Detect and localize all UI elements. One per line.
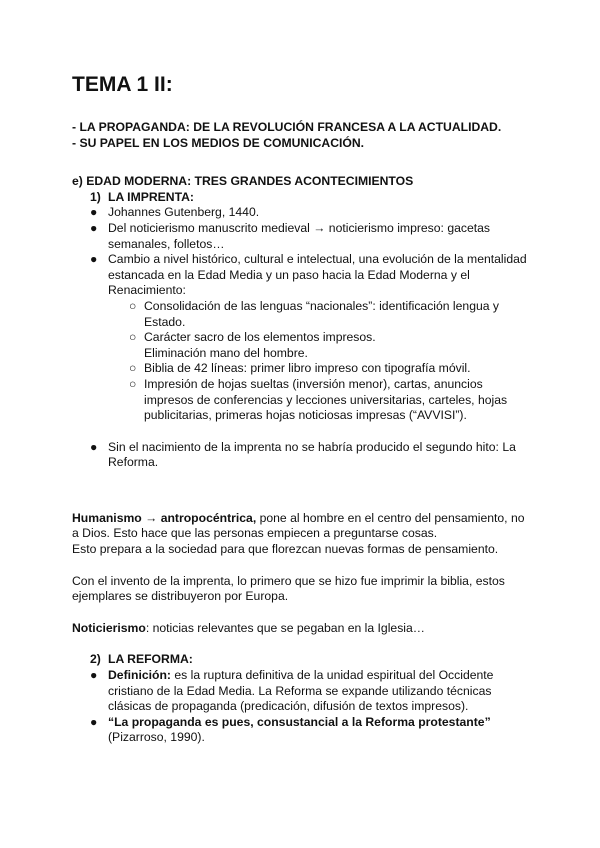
circle-bullet-icon: ○ bbox=[129, 330, 137, 345]
intro-line-1: - LA PROPAGANDA: DE LA REVOLUCIÓN FRANCESA A LA ACTUALIDAD. bbox=[72, 120, 502, 134]
circle-bullet-icon: ○ bbox=[129, 361, 137, 376]
noticierismo-paragraph: Noticierismo: noticias relevantes que se pegaban en la Iglesia… bbox=[72, 620, 425, 635]
sub-list-item: ○ Consolidación de las lenguas “nacionales”: identificación lengua y Estado. bbox=[129, 298, 500, 329]
list-item: ● Cambio a nivel histórico, cultural e intelectual, una evolución de la mentalidad estancada en la Edad Media y un paso hacia la Edad Moderna y el Renacimiento: bbox=[90, 252, 527, 298]
subsection-number: 1) bbox=[90, 189, 101, 204]
circle-bullet-icon: ○ bbox=[129, 376, 137, 391]
section-heading: e) EDAD MODERNA: TRES GRANDES ACONTECIMIENTOS bbox=[72, 174, 414, 189]
subsection-label: LA IMPRENTA: bbox=[108, 189, 194, 204]
definicion-term: Definición: bbox=[108, 668, 171, 683]
bullet-icon: ● bbox=[90, 252, 98, 267]
list-item: ● Sin el nacimiento de la imprenta no se habría producido el segundo hito: La Reforma. bbox=[90, 439, 516, 470]
list-item: ● Johannes Gutenberg, 1440. bbox=[90, 205, 260, 220]
page-title: TEMA 1 II: bbox=[72, 73, 173, 96]
bullet-icon: ● bbox=[90, 714, 98, 729]
sub-list-item: ○ Impresión de hojas sueltas (inversión menor), cartas, anuncios impresos de conferencias y lecciones universitarias, carteles, hojas publicitarias, primeras hojas noticiosas impresas (“AVVISI”). bbox=[129, 376, 508, 423]
reforma-list bbox=[72, 668, 530, 746]
quote-citation: (Pizarroso, 1990). bbox=[108, 730, 205, 745]
quote: “La propaganda es pues, consustancial a la Reforma protestante” bbox=[108, 714, 491, 729]
subsection-imprenta bbox=[72, 190, 530, 206]
imprenta-sublist bbox=[72, 299, 530, 424]
imprenta-list bbox=[72, 205, 530, 299]
subsection-reforma bbox=[72, 652, 530, 668]
subsection-label: LA REFORMA: bbox=[108, 652, 193, 667]
bullet-icon: ● bbox=[90, 220, 98, 235]
sub-list-item: ○ Carácter sacro de los elementos impresos. Eliminación mano del hombre. bbox=[129, 330, 376, 360]
imprenta-list-2 bbox=[72, 440, 530, 471]
list-item: ● Definición: es la ruptura definitiva de la unidad espiritual del Occidente cristiano de la Edad Media. La Reforma se expande utilizando técnicas clásicas de propaganda (predicación, difusión de textos impresos). bbox=[90, 668, 494, 714]
humanismo-paragraph: Humanismo → antropocéntrica, pone al hombre en el centro del pensamiento, no a Dios. Esto hace que las personas empiecen a preguntarse cosas. Esto prepara a la sociedad para que florezcan nuevas formas de pensamiento. bbox=[72, 510, 525, 557]
humanismo-term: Humanismo → antropocéntrica, bbox=[72, 510, 257, 525]
circle-bullet-icon: ○ bbox=[129, 298, 137, 313]
intro-line-2: - SU PAPEL EN LOS MEDIOS DE COMUNICACIÓN. bbox=[72, 135, 365, 150]
bullet-icon: ● bbox=[90, 668, 98, 683]
list-item: ● Del noticierismo manuscrito medieval → noticierismo impreso: gacetas semanales, folletos… bbox=[90, 220, 491, 251]
noticierismo-term: Noticierismo bbox=[72, 620, 146, 635]
list-item bbox=[72, 715, 530, 746]
subsection-number: 2) bbox=[90, 652, 101, 667]
bullet-icon: ● bbox=[90, 439, 98, 454]
invento-paragraph: Con el invento de la imprenta, lo primero que se hizo fue imprimir la biblia, estos ejemplares se distribuyeron por Europa. bbox=[72, 573, 505, 604]
bullet-icon: ● bbox=[90, 205, 98, 220]
sub-list-item: ○ Biblia de 42 líneas: primer libro impreso con tipografía móvil. bbox=[129, 361, 471, 376]
